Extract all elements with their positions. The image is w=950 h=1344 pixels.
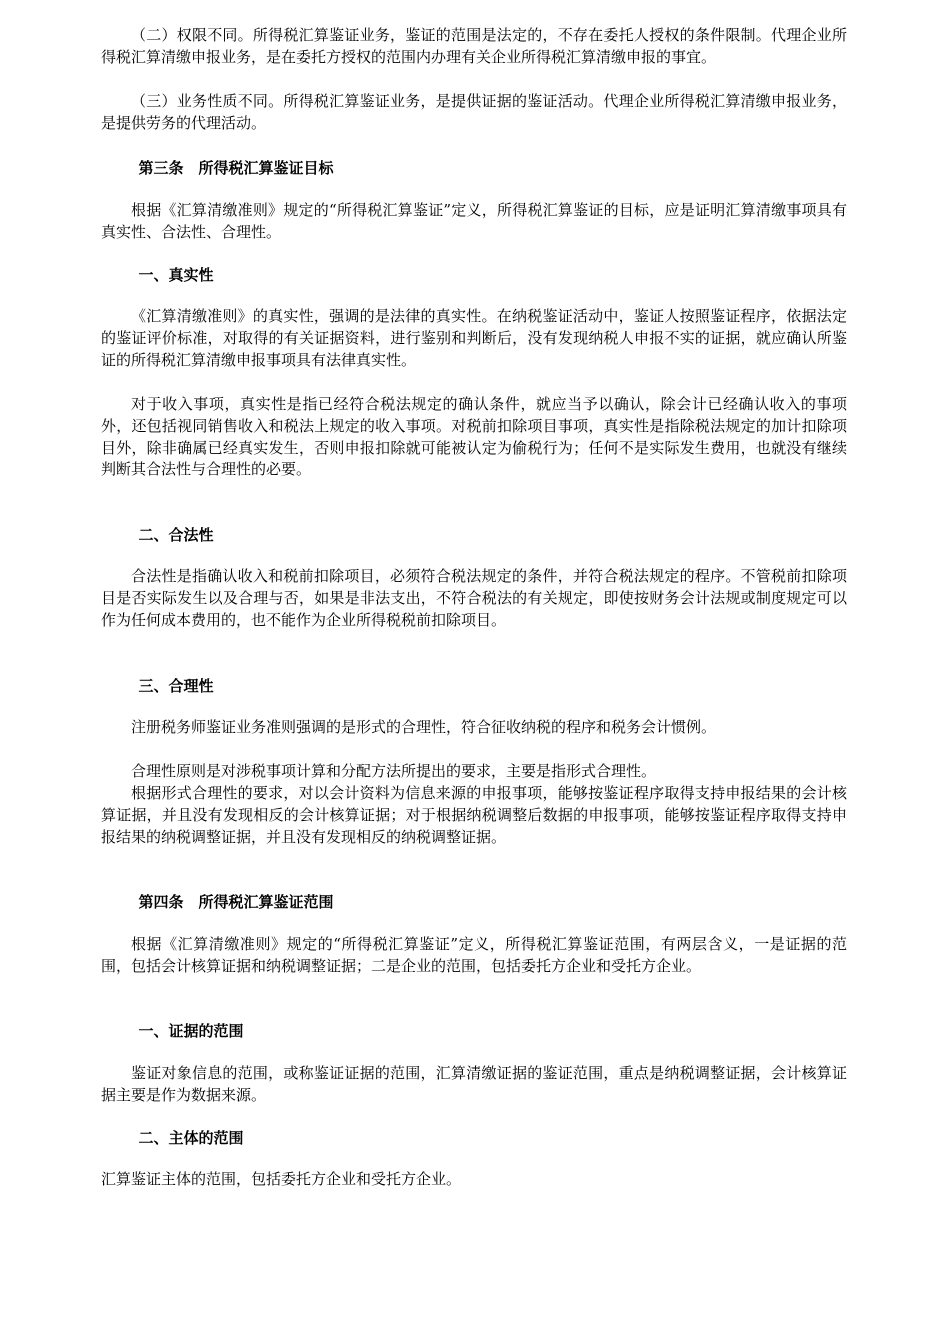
- paragraph-authority-difference: （二）权限不同。所得税汇算鉴证业务，鉴证的范围是法定的，不存在委托人授权的条件限制。代理企业所得税汇算清缴申报业务，是在委托方授权的范围内办理有关企业所得税汇算清缴申报的事宜。: [101, 26, 847, 66]
- paragraph-subject-scope: 汇算鉴证主体的范围，包括委托方企业和受托方企业。: [101, 1170, 462, 1188]
- heading-authenticity: 一、真实性: [138, 266, 214, 284]
- paragraph-evidence-scope: 鉴证对象信息的范围，或称鉴证证据的范围，汇算清缴证据的鉴证范围，重点是纳税调整证据，会计核算证据主要是作为数据来源。: [101, 1064, 847, 1104]
- paragraph-scope: 根据《汇算清缴准则》规定的“所得税汇算鉴证”定义，所得税汇算鉴证范围，有两层含义，一是证据的范围，包括会计核算证据和纳税调整证据；二是企业的范围，包括委托方企业和受托方企业。: [101, 935, 847, 975]
- article-4-heading: 第四条 所得税汇算鉴证范围: [138, 893, 334, 911]
- heading-subject-scope: 二、主体的范围: [138, 1129, 244, 1147]
- article-3-heading: 第三条 所得税汇算鉴证目标: [138, 159, 334, 177]
- heading-legality: 二、合法性: [138, 526, 214, 544]
- paragraph-legality: 合法性是指确认收入和税前扣除项目，必须符合税法规定的条件，并符合税法规定的程序。不管税前扣除项目是否实际发生以及合理与否，如果是非法支出，不符合税法的有关规定，即使按财务会计法规或制度规定可以作为任何成本费用的，也不能作为企业所得税税前扣除项目。: [101, 567, 847, 629]
- paragraph-authenticity-legal: 《汇算清缴准则》的真实性，强调的是法律的真实性。在纳税鉴证活动中，鉴证人按照鉴证程序，依据法定的鉴证评价标准，对取得的有关证据资料，进行鉴别和判断后，没有发现纳税人申报不实的证据，就应确认所鉴证的所得税汇算清缴申报事项具有法律真实性。: [101, 307, 847, 369]
- paragraph-reasonableness-standard: 注册税务师鉴证业务准则强调的是形式的合理性，符合征收纳税的程序和税务会计惯例。: [131, 718, 717, 736]
- paragraph-business-nature-difference: （三）业务性质不同。所得税汇算鉴证业务，是提供证据的鉴证活动。代理企业所得税汇算清缴申报业务，是提供劳务的代理活动。: [101, 92, 847, 132]
- paragraph-reasonableness-form: 根据形式合理性的要求，对以会计资料为信息来源的申报事项，能够按鉴证程序取得支持申报结果的会计核算证据，并且没有发现相反的会计核算证据；对于根据纳税调整后数据的申报事项，能够按鉴证程序取得支持申报结果的纳税调整证据，并且没有发现相反的纳税调整证据。: [101, 784, 847, 846]
- paragraph-reasonableness-principle: 合理性原则是对涉税事项计算和分配方法所提出的要求，主要是指形式合理性。: [131, 762, 657, 780]
- paragraph-objective: 根据《汇算清缴准则》规定的“所得税汇算鉴证”定义，所得税汇算鉴证的目标，应是证明汇算清缴事项具有真实性、合法性、合理性。: [101, 201, 847, 241]
- heading-reasonableness: 三、合理性: [138, 677, 214, 695]
- heading-evidence-scope: 一、证据的范围: [138, 1022, 244, 1040]
- paragraph-authenticity-income: 对于收入事项，真实性是指已经符合税法规定的确认条件，就应当予以确认，除会计已经确认收入的事项外，还包括视同销售收入和税法上规定的收入事项。对税前扣除项目事项，真实性是指除税法规定的加计扣除项目外，除非确属已经真实发生，否则申报扣除就可能被认定为偷税行为；任何不是实际发生费用，也就没有继续判断其合法性与合理性的必要。: [101, 395, 847, 479]
